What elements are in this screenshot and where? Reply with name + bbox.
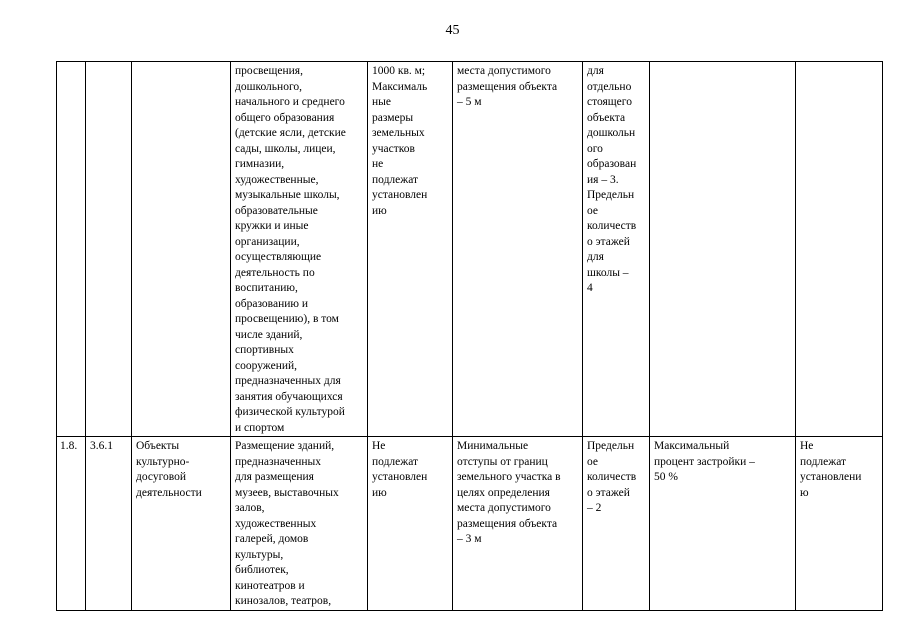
land-use-table [56, 61, 883, 611]
plot-size-cell: Не подлежат установлен ию [368, 437, 453, 611]
code-cell: 3.6.1 [86, 437, 132, 611]
use-description-cell: Размещение зданий, предназначенных для размещения музеев, выставочных залов, художественных галерей, домов культуры, библиотек, кинотеатров и кинозалов, театров, [231, 437, 368, 611]
page-number: 45 [445, 23, 460, 38]
setback-cell: Минимальные отступы от границ земельного участка в целях определения места допустимого размещения объекта – 3 м [453, 437, 583, 611]
other-params-cell: Не подлежат установлени ю [796, 437, 883, 611]
use-description-cell: просвещения, дошкольного, начального и среднего общего образования (детские ясли, детские сады, школы, лицеи, гимназии, художественные, музыкальные школы, образовательные кружки и иные организации, осуществляющие деятельность по воспитанию, образованию и просвещению), в том числе зданий, спортивных сооружений, предназначенных для занятия обучающихся физической культурой и спортом [231, 62, 368, 437]
coverage-cell: Максимальный процент застройки – 50 % [650, 437, 796, 611]
use-name-cell: Объекты культурно- досуговой деятельности [132, 437, 231, 611]
table-row [57, 62, 883, 437]
floors-cell: Предельн ое количеств о этажей – 2 [583, 437, 650, 611]
plot-size-cell: 1000 кв. м; Максималь ные размеры земельных участков не подлежат установлен ию [368, 62, 453, 437]
setback-cell: места допустимого размещения объекта – 5 м [453, 62, 583, 437]
row-number-cell [57, 62, 86, 437]
row-number-cell: 1.8. [57, 437, 86, 611]
coverage-cell [650, 62, 796, 437]
other-params-cell [796, 62, 883, 437]
floors-cell: для отдельно стоящего объекта дошкольн ого образован ия – 3. Предельн ое количеств о этажей для школы – 4 [583, 62, 650, 437]
table-row [57, 437, 883, 611]
code-cell [86, 62, 132, 437]
use-name-cell [132, 62, 231, 437]
